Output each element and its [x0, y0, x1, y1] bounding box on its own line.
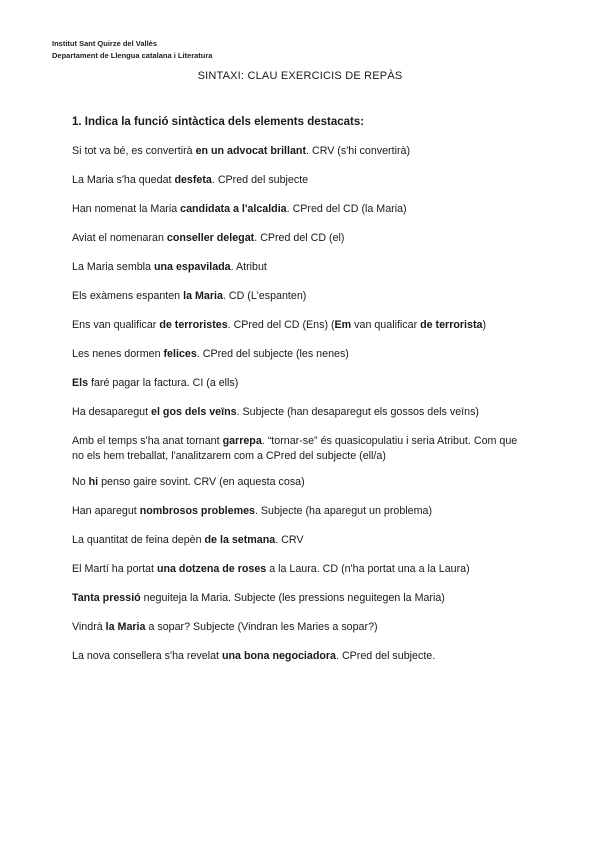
item-text: . CPred del subjecte.	[336, 650, 436, 662]
item-text: La quantitat de feina depèn	[72, 534, 205, 546]
highlighted-element: el gos dels veïns	[151, 406, 237, 418]
item-text: La Maria s'ha quedat	[72, 174, 175, 186]
item-text: . Subjecte (ha aparegut un problema)	[254, 505, 433, 517]
highlighted-element: desfeta	[174, 174, 212, 186]
item-text: van qualificar	[351, 319, 421, 331]
item-text: . CD (L'espanten)	[222, 290, 307, 302]
exercise-heading: 1. Indica la funció sintàctica dels elements destacats:	[72, 116, 365, 128]
item-text: Ha desaparegut	[72, 406, 152, 418]
exercise-item	[72, 202, 522, 217]
school-name: Institut Sant Quirze del Vallès	[52, 39, 158, 48]
highlighted-element: candidata a l'alcaldia	[180, 203, 287, 215]
item-text: . Atribut	[230, 261, 267, 273]
highlighted-element: de terrorista	[420, 319, 483, 331]
highlighted-element: la Maria	[183, 290, 223, 302]
highlighted-element: de la setmana	[204, 534, 276, 546]
highlighted-element: una bona negociadora	[221, 650, 336, 662]
item-text: a la Laura. CD (n'ha portat una a la Laura)	[266, 563, 470, 575]
item-text: Aviat el nomenaran	[72, 232, 167, 244]
exercise-item	[72, 144, 522, 159]
exercise-item	[72, 504, 522, 519]
exercise-item	[72, 434, 522, 464]
item-text: . “tornar-se” és quasicopulatiu i seria Atribut. Com que no els hem treballat, l'analitzarem com a CPred del subjecte (ell/a)	[72, 435, 518, 462]
item-text: Han nomenat la Maria	[72, 203, 181, 215]
highlighted-element: Tanta pressió	[72, 592, 141, 604]
highlighted-element: garrepa	[222, 435, 262, 447]
highlighted-element: en un advocat brillant	[195, 145, 307, 157]
item-text: . Subjecte (han desaparegut els gossos dels veïns)	[236, 406, 479, 418]
highlighted-element: felices	[163, 348, 197, 360]
exercise-items-list	[72, 144, 522, 678]
highlighted-element: Em	[334, 319, 352, 331]
highlighted-element: hi	[88, 476, 99, 488]
highlighted-element: Els	[72, 377, 89, 389]
item-text: Han aparegut	[72, 505, 140, 517]
exercise-item	[72, 405, 522, 420]
exercise-item	[72, 260, 522, 275]
highlighted-element: una dotzena de roses	[156, 563, 267, 575]
exercise-item	[72, 318, 522, 333]
exercise-item	[72, 475, 522, 490]
exercise-item	[72, 289, 522, 304]
highlighted-element: nombrosos problemes	[139, 505, 255, 517]
highlighted-element: la Maria	[105, 621, 146, 633]
item-text: Les nenes dormen	[72, 348, 164, 360]
exercise-item	[72, 649, 522, 664]
exercise-item	[72, 562, 522, 577]
item-text: La Maria sembla	[72, 261, 154, 273]
item-text: a sopar? Subjecte (Vindran les Maries a sopar?)	[145, 621, 378, 633]
item-text: Amb el temps s'ha anat tornant	[72, 435, 223, 447]
item-text: )	[482, 319, 487, 331]
item-text: faré pagar la factura. CI (a ells)	[88, 377, 239, 389]
item-text: . CPred del CD (Ens) (	[227, 319, 335, 331]
highlighted-element: conseller delegat	[166, 232, 255, 244]
department-name: Departament de Llengua catalana i Literatura	[52, 51, 213, 60]
exercise-item	[72, 173, 522, 188]
exercise-item	[72, 591, 522, 606]
item-text: penso gaire sovint. CRV (en aquesta cosa)	[98, 476, 305, 488]
page-title: SINTAXI: CLAU EXERCICIS DE REPÀS	[197, 70, 403, 82]
item-text: No	[72, 476, 89, 488]
highlighted-element: una espavilada	[153, 261, 231, 273]
item-text: Si tot va bé, es convertirà	[72, 145, 196, 157]
item-text: Vindrà	[72, 621, 106, 633]
document-header	[52, 38, 212, 62]
item-text: neguiteja la Maria. Subjecte (les pressions neguitegen la Maria)	[140, 592, 445, 604]
exercise-item	[72, 231, 522, 246]
item-text: La nova consellera s'ha revelat	[72, 650, 222, 662]
exercise-item	[72, 376, 522, 391]
exercise-item	[72, 620, 522, 635]
item-text: El Martí ha portat	[72, 563, 157, 575]
exercise-item	[72, 533, 522, 548]
exercise-item	[72, 347, 522, 362]
item-text: . CRV	[275, 534, 304, 546]
item-text: . CPred del CD (la Maria)	[286, 203, 407, 215]
item-text: . CPred del CD (el)	[254, 232, 345, 244]
item-text: Ens van qualificar	[72, 319, 160, 331]
item-text: Els exàmens espanten	[72, 290, 184, 302]
item-text: . CPred del subjecte (les nenes)	[196, 348, 349, 360]
item-text: . CRV (s'hi convertirà)	[306, 145, 411, 157]
item-text: . CPred del subjecte	[211, 174, 309, 186]
highlighted-element: de terroristes	[159, 319, 228, 331]
